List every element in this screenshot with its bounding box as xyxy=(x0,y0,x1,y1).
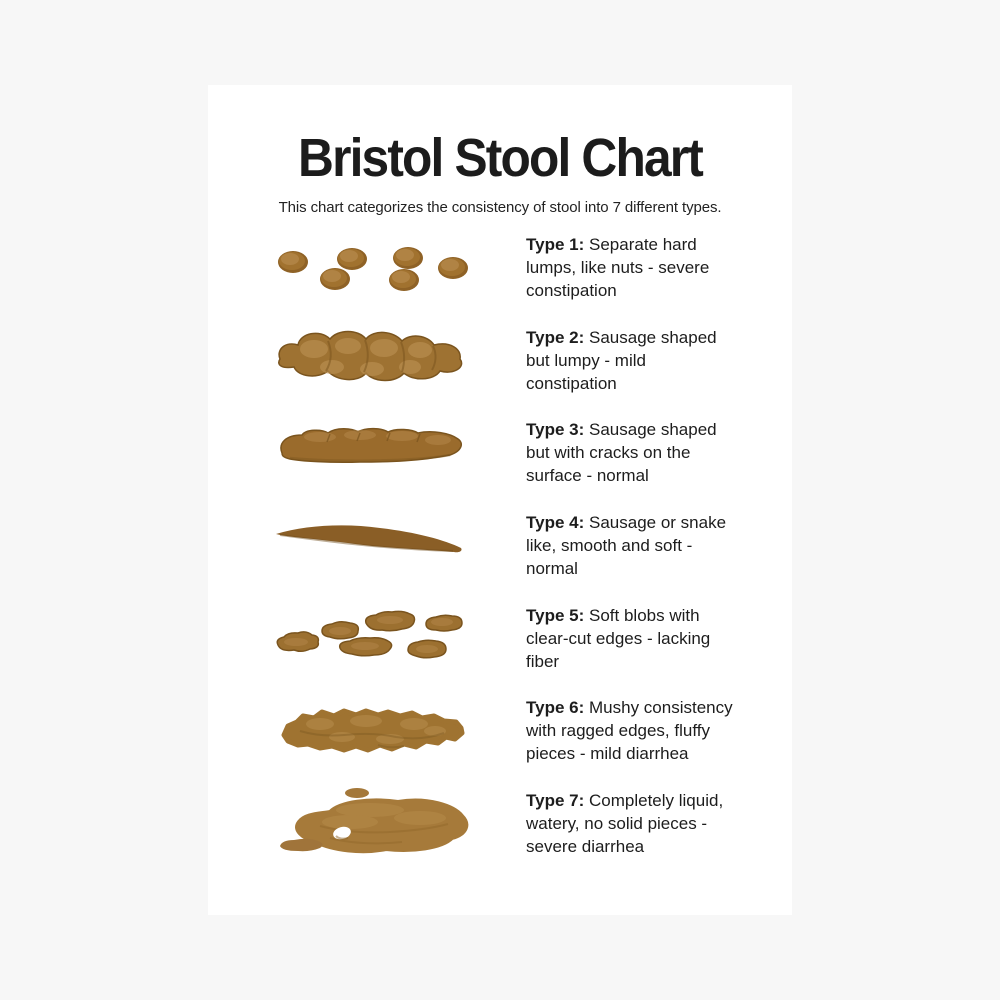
type-7-text: Completely liquid, watery, no solid pieces - severe diarrhea xyxy=(526,791,724,857)
table-row xyxy=(270,601,740,694)
type-7-description xyxy=(526,786,736,879)
type-5-description xyxy=(526,601,736,694)
type-4-label: Type 4: xyxy=(526,513,585,533)
type-5-text: Soft blobs with clear-cut edges - lacking fiber xyxy=(526,605,711,671)
type-1-text: Separate hard lumps, like nuts - severe constipation xyxy=(526,235,710,300)
separate-hard-lumps-icon xyxy=(270,230,470,322)
table-row xyxy=(270,508,740,601)
type-7-illustration xyxy=(270,786,470,879)
type-3-description xyxy=(526,415,736,508)
stool-type-rows xyxy=(270,230,740,879)
mushy-ragged-pieces-icon xyxy=(270,693,470,785)
type-5-illustration xyxy=(270,601,470,694)
table-row xyxy=(270,693,740,786)
type-7-label: Type 7: xyxy=(526,791,585,811)
type-3-text: Sausage shaped but with cracks on the surface - normal xyxy=(526,420,717,486)
table-row xyxy=(270,230,740,323)
type-3-illustration xyxy=(270,415,470,508)
lumpy-sausage-icon xyxy=(270,323,470,415)
page-title: Bristol Stool Chart xyxy=(298,128,702,188)
type-2-description xyxy=(526,323,736,416)
type-4-illustration xyxy=(270,508,470,601)
soft-blobs-icon xyxy=(270,601,470,693)
type-2-illustration xyxy=(270,323,470,416)
cracked-sausage-icon xyxy=(270,415,470,507)
type-4-description xyxy=(526,508,736,601)
liquid-puddle-icon xyxy=(270,786,470,878)
bristol-stool-chart-poster xyxy=(208,85,792,915)
smooth-snake-sausage-icon xyxy=(270,508,470,600)
type-5-label: Type 5: xyxy=(526,605,585,625)
type-4-text: Sausage or snake like, smooth and soft - normal xyxy=(526,513,727,579)
type-2-label: Type 2: xyxy=(526,327,585,347)
table-row xyxy=(270,415,740,508)
type-6-text: Mushy consistency with ragged edges, fluffy pieces - mild diarrhea xyxy=(526,698,733,764)
type-6-label: Type 6: xyxy=(526,698,585,718)
type-6-description xyxy=(526,693,736,786)
type-1-illustration xyxy=(270,230,470,323)
table-row xyxy=(270,786,740,879)
type-2-text: Sausage shaped but lumpy - mild constipation xyxy=(526,327,717,393)
type-3-label: Type 3: xyxy=(526,420,585,440)
type-6-illustration xyxy=(270,693,470,786)
table-row xyxy=(270,323,740,416)
page-subtitle: This chart categorizes the consistency of stool into 7 different types. xyxy=(278,199,722,216)
type-1-label: Type 1: xyxy=(526,235,585,254)
type-1-description xyxy=(526,230,736,323)
